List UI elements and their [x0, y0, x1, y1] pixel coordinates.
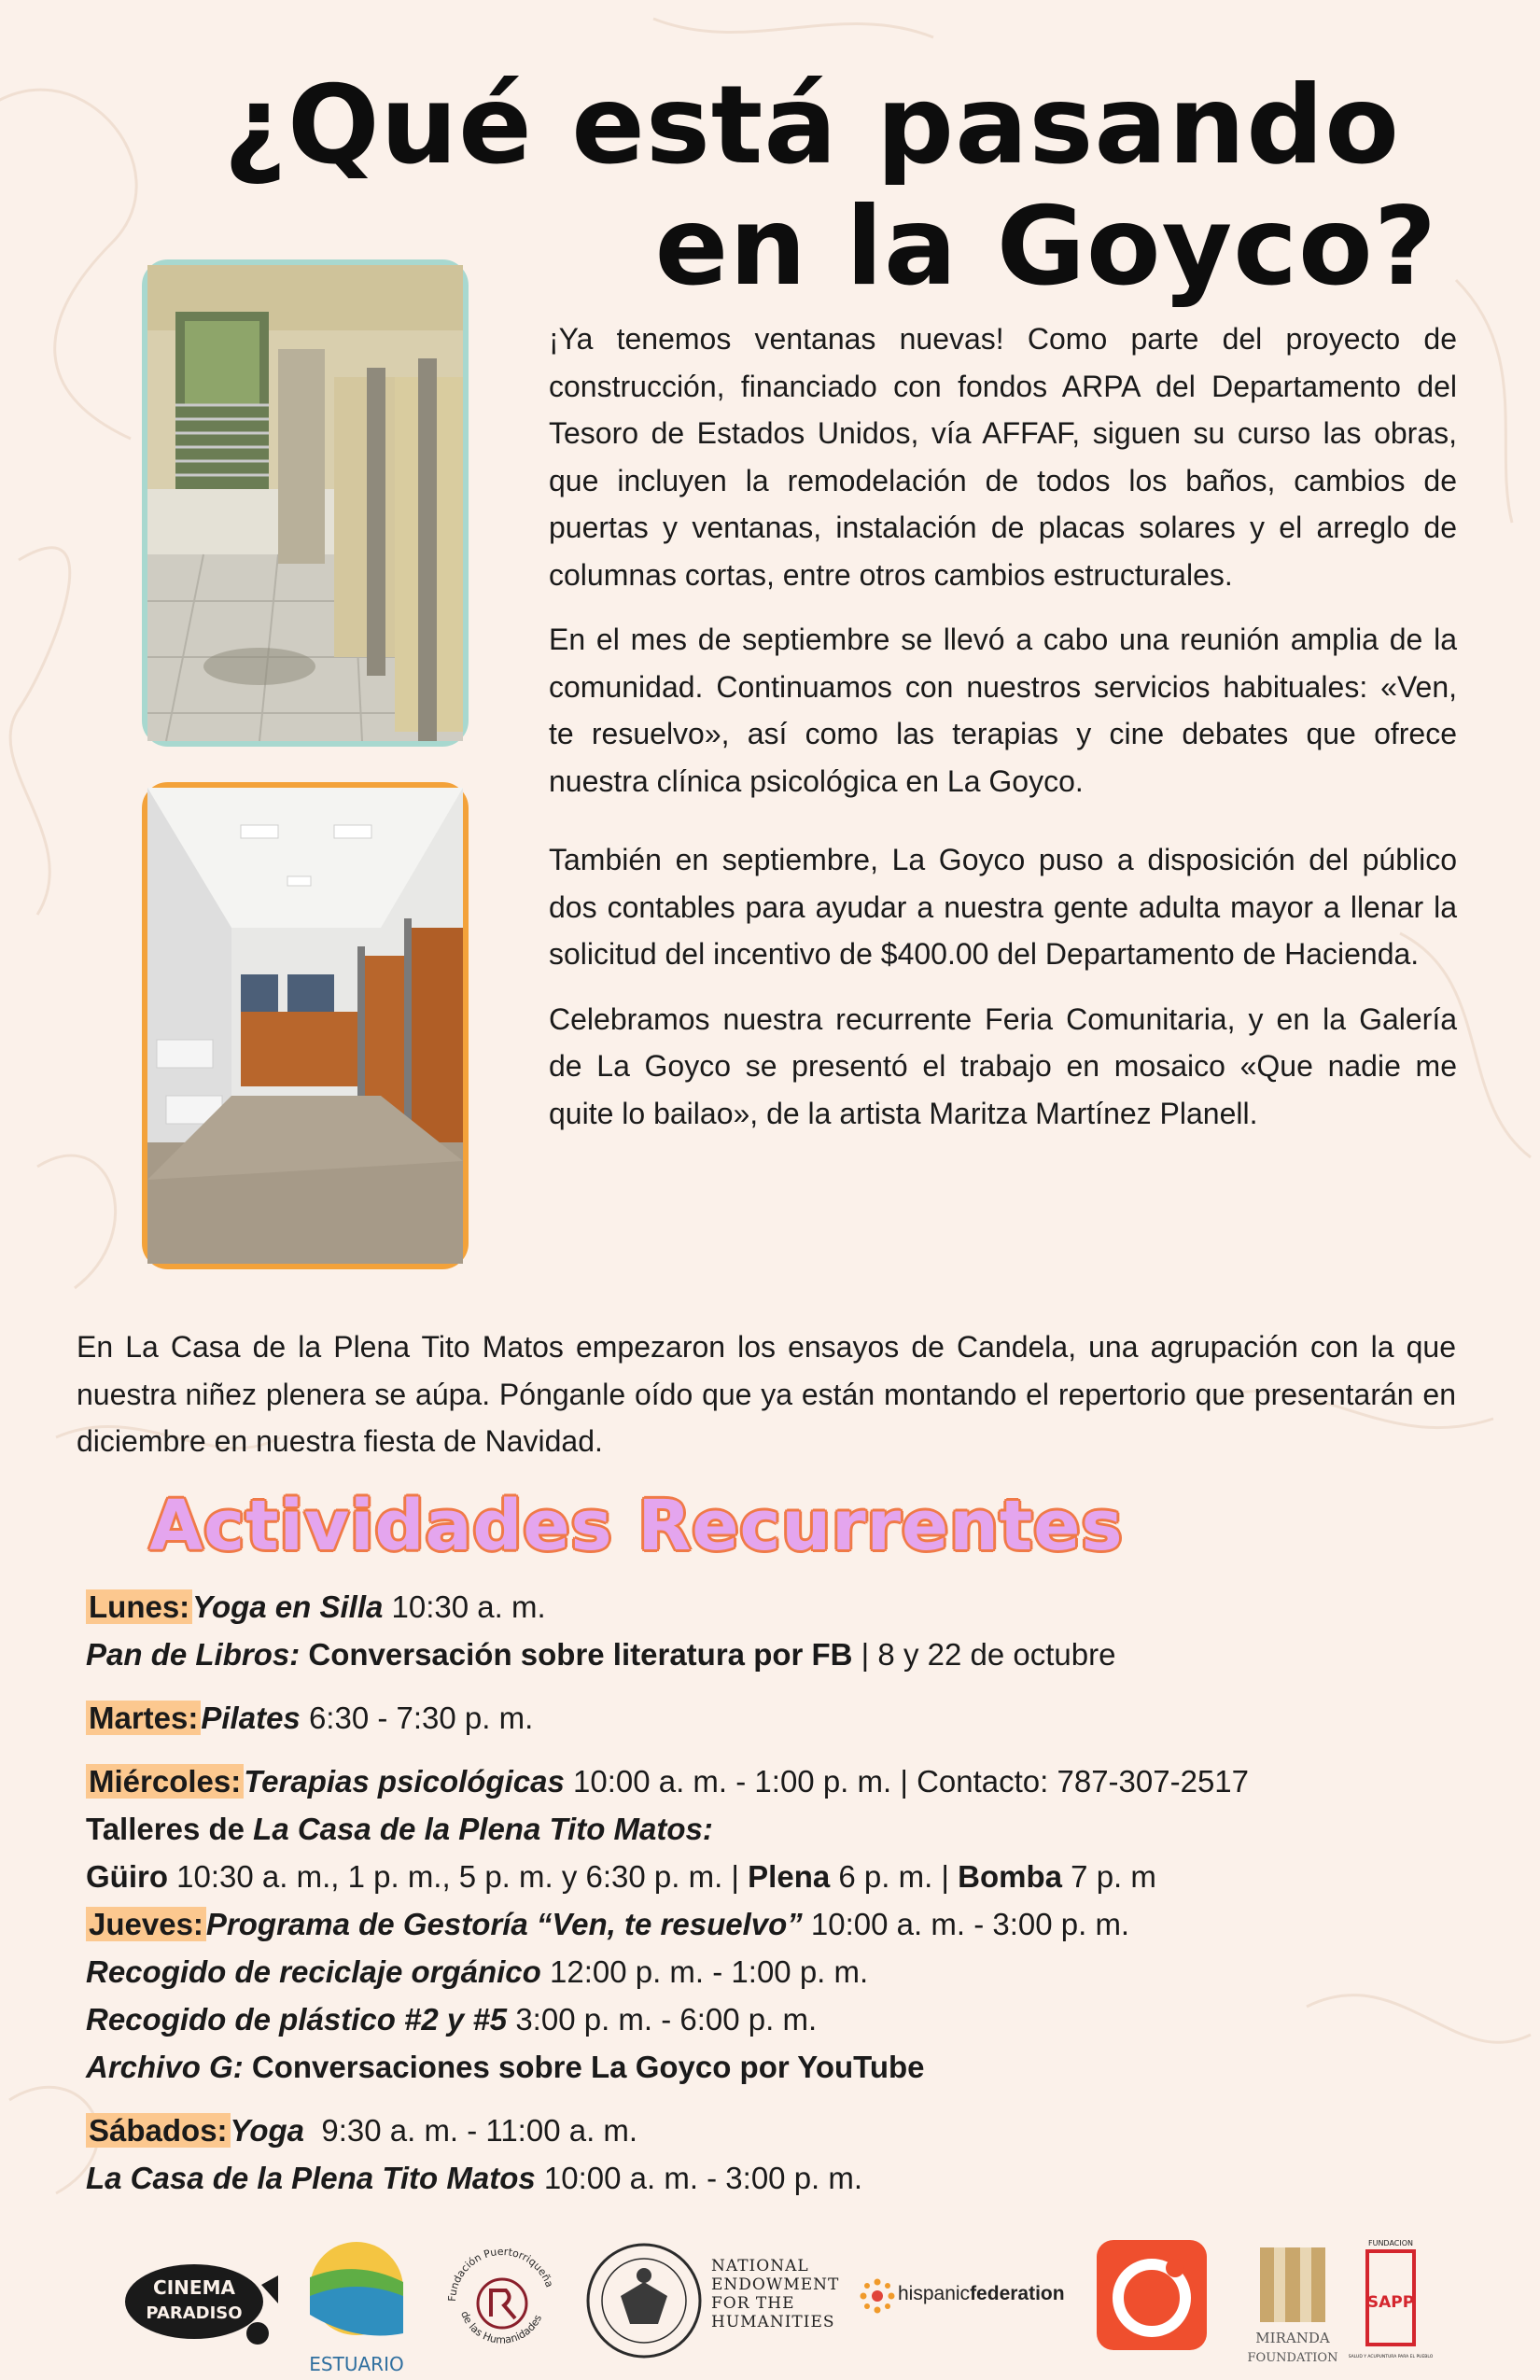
cinema-paradiso-logo: [121, 2247, 280, 2350]
activity-name: Recogido de plástico #2 y #5: [86, 2002, 508, 2037]
svg-text:MIRANDA: MIRANDA: [1255, 2330, 1330, 2346]
svg-text:Fundación Puertorriqueña: Fundación Puertorriqueña: [445, 2245, 556, 2303]
title-line-1: ¿Qué está pasando: [223, 63, 1400, 189]
new-bathroom-photo: [142, 782, 469, 1269]
activity-time: 7 p. m: [1062, 1859, 1156, 1894]
paragraph-meeting: En el mes de septiembre se llevó a cabo una reunión amplia de la comunidad. Continuamos con nuestros servicios habituales: «Ven, te resuelvo», así como las terapias y cine debates que ofrece nuestra clínica psicológica en La Goyco.: [549, 623, 1457, 798]
paragraph-windows: ¡Ya tenemos ventanas nuevas! Como parte del proyecto de construcción, financiado con fondos ARPA del Departamento del Tesoro de Estados Unidos, vía AFFAF, siguen su curso las obras, que incluyen la remodelación de todos los baños, cambios de puertas y ventanas, instalación de placas solares y el arreglo de columnas cortas, entre otros cambios estructurales.: [549, 322, 1457, 592]
activities-schedule: [86, 1583, 1486, 2202]
activity-time: 10:30 a. m.: [383, 1589, 546, 1624]
day-label-miercoles: Miércoles:: [86, 1764, 244, 1799]
neh-line: HUMANITIES: [711, 2313, 835, 2331]
day-label-lunes: Lunes:: [86, 1589, 192, 1624]
schedule-line: [86, 1583, 1486, 1631]
neh-line: ENDOWMENT: [711, 2275, 840, 2294]
activity-name: La Casa de la Plena Tito Matos: [86, 2161, 536, 2195]
activity-time: 3:00 p. m. - 6:00 p. m.: [507, 2002, 818, 2037]
svg-text:SALUD Y ACUPUNTURA PARA EL PUE: SALUD Y ACUPUNTURA PARA EL PUEBLO: [1348, 2355, 1434, 2359]
miranda-foundation-logo: [1241, 2238, 1344, 2369]
activity-time: 10:00 a. m. - 3:00 p. m.: [802, 1907, 1130, 1941]
schedule-line: [86, 1757, 1486, 1805]
activity-desc: Conversación sobre literatura por FB: [300, 1637, 853, 1672]
schedule-line: [86, 2107, 1486, 2154]
day-label-jueves: Jueves:: [86, 1907, 206, 1941]
neh-wordmark: [711, 2257, 839, 2331]
schedule-line: [86, 1995, 1486, 2043]
paragraph-candela: En La Casa de la Plena Tito Matos empezaron los ensayos de Candela, una agrupación con la que nuestra niñez plenera se aúpa. Pónganle oído que ya están montando el repertorio que presentarán en diciembre en nuestra fiesta de Navidad.: [77, 1330, 1456, 1458]
fph-logo: [439, 2238, 565, 2364]
schedule-line: [86, 1853, 1486, 1900]
svg-text:FUNDACION: FUNDACION: [1367, 2239, 1414, 2247]
activity-name: Terapias psicológicas: [244, 1764, 565, 1799]
activity-time: 10:00 a. m. - 1:00 p. m. | Contacto: 787-307-2517: [564, 1764, 1249, 1799]
activity-desc: Conversaciones sobre La Goyco por YouTube: [243, 2050, 925, 2084]
activity-name: Bomba: [958, 1859, 1063, 1894]
activity-name: Yoga: [230, 2113, 305, 2148]
sponsor-logos: [0, 2231, 1540, 2380]
schedule-line: [86, 2154, 1486, 2202]
activity-time: 10:30 a. m., 1 p. m., 5 p. m. y 6:30 p. m. |: [168, 1859, 749, 1894]
activity-desc: Talleres de: [86, 1812, 254, 1846]
orange-circle-logo: [1097, 2240, 1207, 2350]
schedule-line: [86, 2043, 1486, 2091]
schedule-line: [86, 1900, 1486, 1948]
schedule-line: [86, 1805, 1486, 1853]
activities-title: Actividades Recurrentes: [149, 1486, 1124, 1566]
schedule-line: [86, 1948, 1486, 1995]
activity-name: Recogido de reciclaje orgánico: [86, 1954, 541, 1989]
neh-seal: [583, 2240, 705, 2361]
logo-text: hispanic: [898, 2283, 971, 2304]
activity-name: Pan de Libros:: [86, 1637, 301, 1672]
fundacion-sapp-logo: [1348, 2234, 1434, 2374]
activity-name: Pilates: [201, 1701, 301, 1735]
schedule-line: [86, 1694, 1486, 1742]
activity-time: 6 p. m. |: [830, 1859, 959, 1894]
paragraph-accountants: También en septiembre, La Goyco puso a disposición del público dos contables para ayudar a nuestra gente adulta mayor a llenar la solicitud del incentivo de $400.00 del Departamento de Hacienda.: [549, 843, 1457, 971]
activity-time: 9:30 a. m. - 11:00 a. m.: [304, 2113, 638, 2148]
svg-text:ESTUARIO: ESTUARIO: [309, 2353, 404, 2375]
activity-name: Güiro: [86, 1859, 168, 1894]
activity-name: Programa de Gestoría “Ven, te resuelvo”: [205, 1907, 803, 1941]
activity-time: 10:00 a. m. - 3:00 p. m.: [535, 2161, 863, 2195]
svg-text:FOUNDATION: FOUNDATION: [1247, 2351, 1338, 2365]
activity-name: La Casa de la Plena Tito Matos:: [253, 1812, 713, 1846]
svg-text:de las Humanidades: de las Humanidades: [458, 2309, 545, 2346]
day-label-sabados: Sábados:: [86, 2113, 231, 2148]
estuario-logo: [308, 2240, 420, 2380]
day-label-martes: Martes:: [86, 1701, 201, 1735]
hispanic-federation-icon: [859, 2277, 896, 2315]
svg-text:PARADISO: PARADISO: [146, 2303, 243, 2323]
activity-name: Yoga en Silla: [192, 1589, 384, 1624]
activity-name: Plena: [748, 1859, 831, 1894]
neh-line: FOR THE: [711, 2294, 795, 2313]
svg-text:SAPP: SAPP: [1366, 2293, 1415, 2312]
svg-text:CINEMA: CINEMA: [153, 2276, 235, 2299]
article-text: [549, 315, 1457, 1155]
activity-name: Archivo G:: [86, 2050, 244, 2084]
paragraph-fair: Celebramos nuestra recurrente Feria Comunitaria, y en la Galería de La Goyco se presentó el trabajo en mosaico «Que nadie me quite lo bailao», de la artista Maritza Martínez Planell.: [549, 1001, 1457, 1130]
title-line-2: en la Goyco?: [654, 184, 1437, 310]
hispanic-federation-logo: [898, 2283, 1065, 2305]
neh-line: NATIONAL: [711, 2257, 809, 2275]
activity-time: 6:30 - 7:30 p. m.: [300, 1701, 534, 1735]
activity-time: 12:00 p. m. - 1:00 p. m.: [540, 1954, 869, 1989]
old-bathroom-photo: [142, 259, 469, 747]
logo-text: federation: [970, 2283, 1065, 2304]
activity-time: | 8 y 22 de octubre: [852, 1637, 1116, 1672]
schedule-line: [86, 1631, 1486, 1678]
